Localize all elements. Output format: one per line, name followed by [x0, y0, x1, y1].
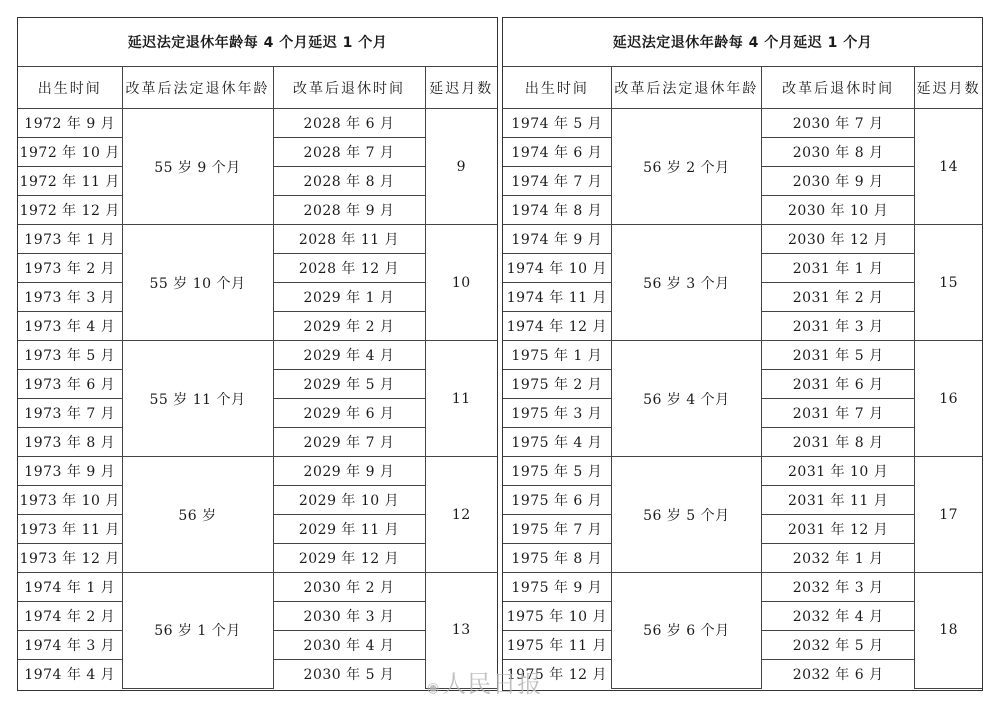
retirement-time-cell: 2028 年 7 月: [273, 138, 425, 167]
birth-time-cell: 1975 年 3 月: [503, 399, 611, 428]
retirement-age-cell: 55 岁 9 个月: [122, 109, 273, 225]
birth-time-cell: 1973 年 11 月: [18, 515, 122, 544]
birth-time-cell: 1975 年 12 月: [503, 660, 611, 689]
retirement-time-cell: 2029 年 7 月: [273, 428, 425, 457]
retirement-time-cell: 2030 年 4 月: [273, 631, 425, 660]
retirement-time-cell: 2031 年 2 月: [762, 283, 915, 312]
retirement-time-cell: 2030 年 8 月: [762, 138, 915, 167]
birth-time-cell: 1975 年 2 月: [503, 370, 611, 399]
retirement-time-cell: 2032 年 4 月: [762, 602, 915, 631]
header-delay-months: 延迟月数: [915, 67, 982, 109]
birth-time-cell: 1973 年 4 月: [18, 312, 122, 341]
table-row: [503, 457, 982, 486]
birth-time-cell: 1973 年 9 月: [18, 457, 122, 486]
table-left: [18, 18, 497, 689]
retirement-time-cell: 2030 年 2 月: [273, 573, 425, 602]
header-delay-months: 延迟月数: [425, 67, 497, 109]
table-title: 延迟法定退休年龄每 4 个月延迟 1 个月: [18, 18, 497, 67]
delay-months-cell: 17: [915, 457, 982, 573]
retirement-age-cell: 55 岁 11 个月: [122, 341, 273, 457]
weibo-icon: ◉: [427, 680, 441, 696]
header-retirement-time: 改革后退休时间: [762, 67, 915, 109]
watermark-text: 人民日报: [442, 670, 543, 698]
retirement-time-cell: 2028 年 12 月: [273, 254, 425, 283]
retirement-time-cell: 2029 年 10 月: [273, 486, 425, 515]
retirement-age-cell: 56 岁 2 个月: [611, 109, 761, 225]
birth-time-cell: 1974 年 10 月: [503, 254, 611, 283]
table-title: 延迟法定退休年龄每 4 个月延迟 1 个月: [503, 18, 982, 67]
birth-time-cell: 1975 年 1 月: [503, 341, 611, 370]
birth-time-cell: 1975 年 10 月: [503, 602, 611, 631]
birth-time-cell: 1974 年 4 月: [18, 660, 122, 689]
birth-time-cell: 1974 年 3 月: [18, 631, 122, 660]
retirement-time-cell: 2031 年 7 月: [762, 399, 915, 428]
birth-time-cell: 1975 年 6 月: [503, 486, 611, 515]
retirement-age-cell: 55 岁 10 个月: [122, 225, 273, 341]
birth-time-cell: 1974 年 2 月: [18, 602, 122, 631]
retirement-time-cell: 2029 年 11 月: [273, 515, 425, 544]
retirement-age-cell: 56 岁 1 个月: [122, 573, 273, 689]
retirement-age-cell: 56 岁 3 个月: [611, 225, 761, 341]
birth-time-cell: 1974 年 7 月: [503, 167, 611, 196]
birth-time-cell: 1975 年 7 月: [503, 515, 611, 544]
watermark: [427, 664, 542, 699]
retirement-time-cell: 2031 年 11 月: [762, 486, 915, 515]
retirement-time-cell: 2030 年 7 月: [762, 109, 915, 138]
retirement-time-cell: 2031 年 3 月: [762, 312, 915, 341]
retirement-time-cell: 2029 年 12 月: [273, 544, 425, 573]
retirement-time-cell: 2029 年 5 月: [273, 370, 425, 399]
table-right: [503, 18, 982, 689]
delay-months-cell: 15: [915, 225, 982, 341]
retirement-age-cell: 56 岁 4 个月: [611, 341, 761, 457]
delay-months-cell: 11: [425, 341, 497, 457]
retirement-time-cell: 2032 年 6 月: [762, 660, 915, 689]
retirement-time-cell: 2029 年 1 月: [273, 283, 425, 312]
birth-time-cell: 1972 年 12 月: [18, 196, 122, 225]
retirement-time-cell: 2029 年 2 月: [273, 312, 425, 341]
retirement-age-cell: 56 岁 5 个月: [611, 457, 761, 573]
birth-time-cell: 1975 年 5 月: [503, 457, 611, 486]
delay-months-cell: 12: [425, 457, 497, 573]
retirement-time-cell: 2031 年 6 月: [762, 370, 915, 399]
retirement-time-cell: 2030 年 3 月: [273, 602, 425, 631]
retirement-time-cell: 2030 年 10 月: [762, 196, 915, 225]
retirement-time-cell: 2028 年 8 月: [273, 167, 425, 196]
retirement-time-cell: 2029 年 6 月: [273, 399, 425, 428]
delay-months-cell: 14: [915, 109, 982, 225]
birth-time-cell: 1974 年 9 月: [503, 225, 611, 254]
header-retirement-time: 改革后退休时间: [273, 67, 425, 109]
retirement-table-left: [17, 17, 498, 691]
delay-months-cell: 16: [915, 341, 982, 457]
birth-time-cell: 1973 年 1 月: [18, 225, 122, 254]
retirement-time-cell: 2029 年 9 月: [273, 457, 425, 486]
birth-time-cell: 1974 年 12 月: [503, 312, 611, 341]
delay-months-cell: 10: [425, 225, 497, 341]
birth-time-cell: 1973 年 6 月: [18, 370, 122, 399]
header-retirement-age: 改革后法定退休年龄: [611, 67, 761, 109]
birth-time-cell: 1974 年 5 月: [503, 109, 611, 138]
retirement-time-cell: 2030 年 5 月: [273, 660, 425, 689]
table-row: [503, 341, 982, 370]
retirement-time-cell: 2028 年 6 月: [273, 109, 425, 138]
birth-time-cell: 1973 年 5 月: [18, 341, 122, 370]
retirement-time-cell: 2030 年 12 月: [762, 225, 915, 254]
retirement-time-cell: 2032 年 1 月: [762, 544, 915, 573]
retirement-time-cell: 2031 年 8 月: [762, 428, 915, 457]
birth-time-cell: 1975 年 8 月: [503, 544, 611, 573]
table-row: [503, 573, 982, 602]
table-row: [18, 109, 497, 138]
tables-container: [17, 17, 983, 691]
birth-time-cell: 1972 年 10 月: [18, 138, 122, 167]
retirement-age-cell: 56 岁 6 个月: [611, 573, 761, 689]
birth-time-cell: 1973 年 2 月: [18, 254, 122, 283]
birth-time-cell: 1975 年 11 月: [503, 631, 611, 660]
delay-months-cell: 18: [915, 573, 982, 689]
birth-time-cell: 1972 年 11 月: [18, 167, 122, 196]
table-row: [503, 109, 982, 138]
delay-months-cell: 9: [425, 109, 497, 225]
birth-time-cell: 1975 年 9 月: [503, 573, 611, 602]
birth-time-cell: 1974 年 11 月: [503, 283, 611, 312]
birth-time-cell: 1973 年 8 月: [18, 428, 122, 457]
retirement-time-cell: 2028 年 9 月: [273, 196, 425, 225]
retirement-time-cell: 2030 年 9 月: [762, 167, 915, 196]
retirement-time-cell: 2032 年 5 月: [762, 631, 915, 660]
birth-time-cell: 1974 年 6 月: [503, 138, 611, 167]
birth-time-cell: 1974 年 8 月: [503, 196, 611, 225]
birth-time-cell: 1975 年 4 月: [503, 428, 611, 457]
birth-time-cell: 1972 年 9 月: [18, 109, 122, 138]
table-row: [503, 225, 982, 254]
retirement-age-cell: 56 岁: [122, 457, 273, 573]
birth-time-cell: 1973 年 7 月: [18, 399, 122, 428]
retirement-time-cell: 2031 年 12 月: [762, 515, 915, 544]
header-birth-time: 出生时间: [503, 67, 611, 109]
birth-time-cell: 1973 年 12 月: [18, 544, 122, 573]
birth-time-cell: 1974 年 1 月: [18, 573, 122, 602]
retirement-time-cell: 2032 年 3 月: [762, 573, 915, 602]
table-row: [18, 573, 497, 602]
header-retirement-age: 改革后法定退休年龄: [122, 67, 273, 109]
retirement-time-cell: 2029 年 4 月: [273, 341, 425, 370]
table-row: [18, 225, 497, 254]
retirement-time-cell: 2031 年 1 月: [762, 254, 915, 283]
birth-time-cell: 1973 年 10 月: [18, 486, 122, 515]
birth-time-cell: 1973 年 3 月: [18, 283, 122, 312]
header-birth-time: 出生时间: [18, 67, 122, 109]
retirement-time-cell: 2031 年 5 月: [762, 341, 915, 370]
retirement-table-right: [502, 17, 983, 691]
retirement-time-cell: 2031 年 10 月: [762, 457, 915, 486]
delay-months-cell: 13: [425, 573, 497, 689]
retirement-time-cell: 2028 年 11 月: [273, 225, 425, 254]
table-row: [18, 341, 497, 370]
table-row: [18, 457, 497, 486]
